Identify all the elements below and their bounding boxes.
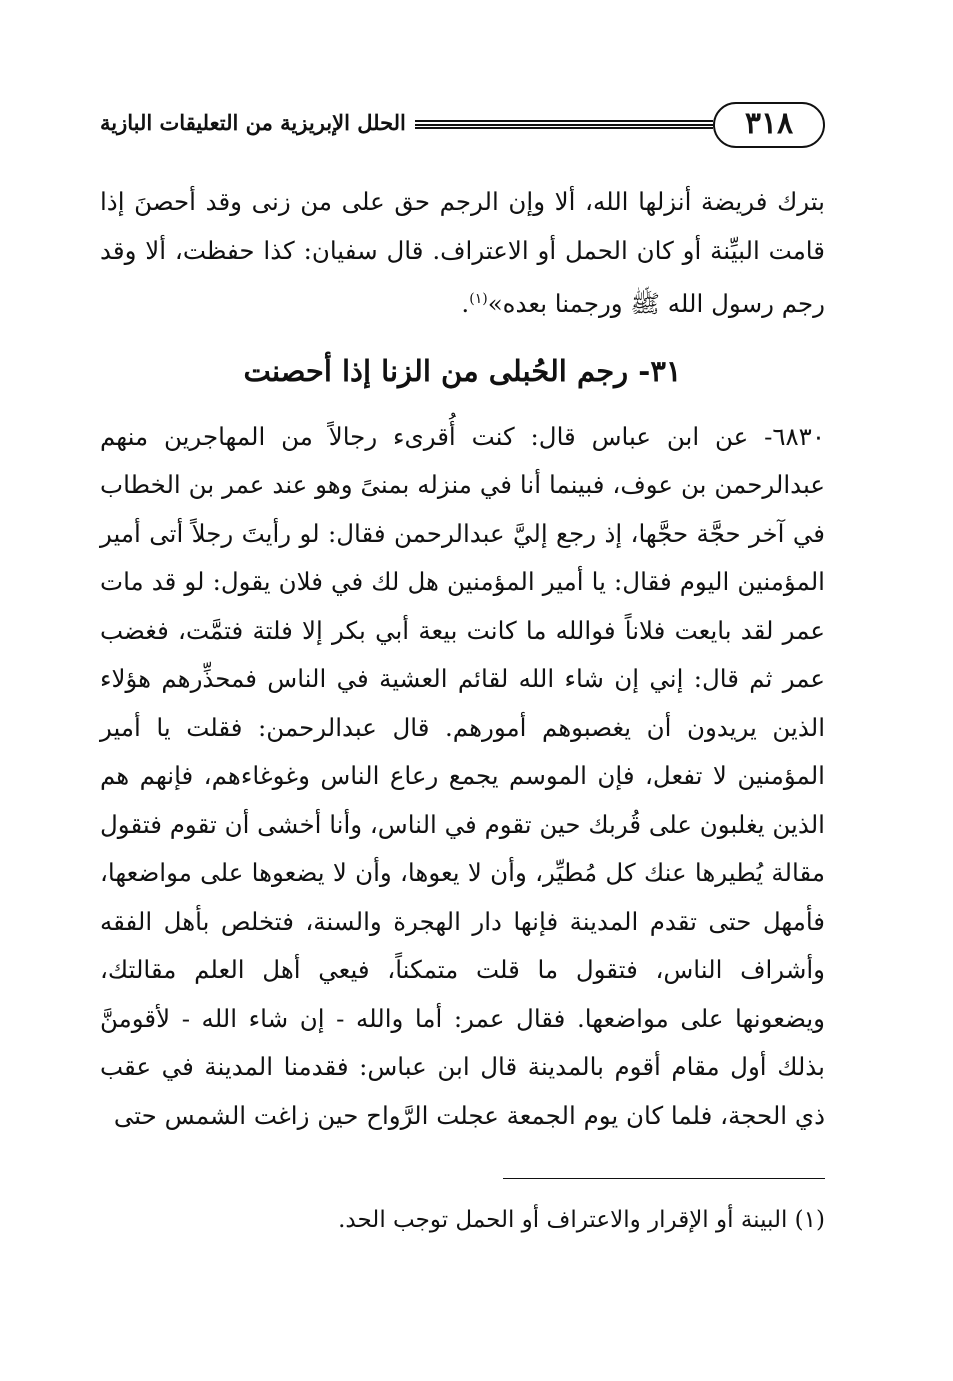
intro-paragraph <box>100 178 825 329</box>
hadith-paragraph: ٦٨٣٠- عن ابن عباس قال: كنت أُقرىء رجالاً من المهاجرين منهم عبدالرحمن بن عوف، فبينما أنا في منزله بمنىً وهو عند عمر بن الخطاب في آخر حجَّة حجَّها، إذ رجع إليَّ عبدالرحمن فقال: لو رأيتَ رجلاً أتى أمير المؤمنين اليوم فقال: يا أمير المؤمنين هل لك في فلان يقول: لو قد مات عمر لقد بايعت فلاناً فوالله ما كانت بيعة أبي بكر إلا فلتة فتمَّت، فغضب عمر ثم قال: إني إن شاء الله لقائم العشية في الناس فمحذِّرهم هؤلاء الذين يريدون أن يغصبوهم أمورهم. قال عبدالرحمن: فقلت يا أمير المؤمنين لا تفعل، فإن الموسم يجمع رعاع الناس وغوغاءهم، فإنهم هم الذين يغلبون على قُربك حين تقوم في الناس، وأنا أخشى أن تقوم فتقول مقالة يُطيرها عنك كل مُطيِّر، وأن لا يعوها، وأن لا يضعوها على مواضعها، فأمهل حتى تقدم المدينة فإنها دار الهجرة والسنة، فتخلص بأهل الفقه وأشراف الناس، فتقول ما قلت متمكناً، فيعي أهل العلم مقالتك، ويضعونها على مواضعها. فقال عمر: أما والله - إن شاء الله - لأقومنَّ بذلك أول مقام أقوم بالمدينة قال ابن عباس: فقدمنا المدينة في عقب ذي الحجة، فلما كان يوم الجمعة عجلت الرَّواح حين زاغت الشمس حتى <box>100 421 825 1130</box>
page-body <box>100 178 825 1140</box>
section-heading: ٣١- رجم الحُبلى من الزنا إذا أحصنت <box>243 353 682 388</box>
page-number: ٣١٨ <box>713 102 825 148</box>
footnote: (١) البينة أو الإقرار والاعتراف أو الحمل توجب الحد. <box>338 1207 825 1233</box>
header-rule <box>415 120 713 129</box>
intro-paragraph-end: . <box>461 289 470 319</box>
footnote-separator <box>503 1178 825 1179</box>
page-header <box>100 98 825 158</box>
book-title: الحلل الإبريزية من التعليقات البازية <box>100 110 406 135</box>
footnote-marker: (١) <box>469 291 488 307</box>
intro-paragraph-text: بترك فريضة أنزلها الله، ألا وإن الرجم حق على من زنى وقد أحصنَ إذا قامت البيِّنة أو كان الحمل أو الاعتراف. قال سفيان: كذا حفظت، ألا وقد رجم رسول الله ﷺ ورجمنا بعده» <box>100 187 825 319</box>
